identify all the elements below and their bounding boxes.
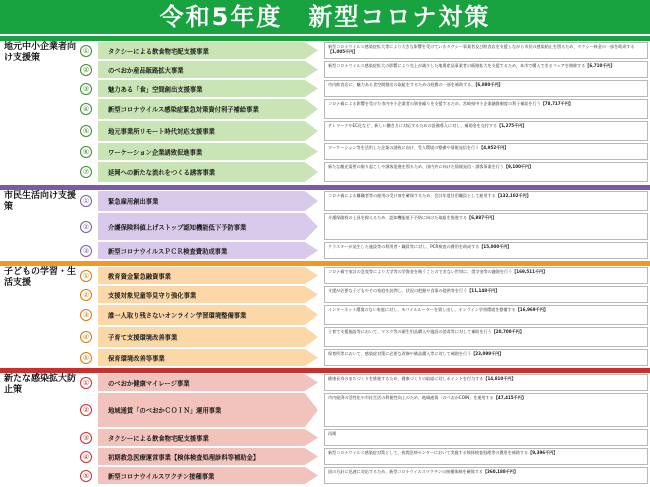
desc-text: コロナ禍による影響を受けた市内中小企業者の資金繰りを支援するため、宮崎県中小企業融資制度の利子補給を行う (328, 101, 541, 106)
list-item (80, 305, 648, 325)
desc-text: 国の方針に迅速に対応するため、新型コロナウイルスワクチンの接種体制を確保する (328, 469, 483, 474)
item-number: ③ (80, 245, 92, 257)
desc-text: テレワークやEC化など、新しい働き方に対応するための設備導入に対し、補助金を交付する (328, 123, 498, 128)
desc-amount: 【47,415千円】 (493, 395, 526, 400)
item-title: 地域通貨「のべおかＣＯＩＮ」運用事業 (108, 407, 222, 415)
desc-text: 再掲 (328, 431, 337, 436)
list-item (80, 267, 648, 284)
desc-amount: 【1,275千円】 (497, 123, 527, 128)
item-title: 新型コロナウイルス感染症緊急対策資付利子補給事業 (108, 106, 259, 114)
list-item (80, 143, 648, 160)
list-item (80, 393, 648, 427)
item-title: 教育資金緊急融資事業 (108, 273, 171, 280)
item-description (324, 467, 648, 484)
page-title: 令和5年度 新型コロナ対策 (0, 0, 650, 34)
list-item (80, 162, 648, 182)
desc-text: 介護保険料の上昇を抑えるため、認知機能低下予防に向けた取組を推進する (328, 215, 468, 220)
desc-text: 新型コロナウイルス感染症拡大等により大きな影響を受けているタクシー事業者及び飲食店を支援しながら市民の感染防止を図るため、タクシー料金の一部を助成する (328, 44, 635, 49)
item-number: ① (80, 195, 92, 207)
group-label: 新たな感染拡大防止策 (4, 374, 77, 395)
item-title: 誰一人取り残さないオンライン学習環境整備事業 (108, 312, 247, 320)
desc-amount: 【15,000千円】 (479, 244, 512, 249)
item-description (324, 305, 648, 325)
list-item (80, 42, 648, 59)
item-number: ② (80, 289, 92, 301)
list-item (80, 448, 648, 465)
desc-amount: 【4,952千円】 (479, 145, 509, 150)
item-title: のべおか産品販路拡大事業 (108, 67, 184, 74)
item-title: 新型コロナウイルスワクチン接種事業 (108, 473, 215, 480)
group-header-bar (0, 261, 650, 266)
item-title: 初期救急医療運営事業【検体検査処理診料等補助金】 (108, 454, 260, 461)
item-description (324, 42, 648, 59)
desc-text: コロナ禍による離職者等の雇用の受け皿を確保するため、会計年度任用職員として雇用する (328, 193, 496, 198)
item-description (324, 429, 648, 446)
desc-amount: 【6,710千円】 (585, 63, 615, 68)
desc-text: 新型コロナウイルス感染症拡大の影響により売上が減少した地場産品事業者の販路拡大を支援するため、本市で購入できるフェアを開催する (328, 63, 586, 68)
desc-amount: 【20,700千円】 (491, 329, 524, 334)
desc-amount: 【78,717千円】 (540, 101, 573, 106)
item-title: タクシーによる飲食物宅配支援事業 (108, 48, 209, 55)
desc-amount: 【9,396千円】 (528, 450, 558, 455)
item-number: ③ (80, 432, 92, 444)
item-description (324, 80, 648, 97)
desc-text: ワーケーション等を活用した企業の誘致に向け、受入環境の整備や情報発信を行う (328, 145, 480, 150)
item-description (324, 327, 648, 347)
group-header-bar (0, 185, 650, 190)
item-number: ① (80, 270, 92, 282)
desc-amount: 【9,100千円】 (503, 164, 534, 169)
desc-text: 市内飲食店に、魅力ある食空間創出の取組をするための経費の一部を補助する。 (328, 82, 476, 87)
list-item (80, 327, 648, 347)
item-title: のべおか健康マイレージ事業 (108, 380, 190, 387)
item-number: ① (80, 45, 92, 57)
desc-amount: 【6,887千円】 (467, 215, 497, 220)
group-label: 地元中小企業者向け支援策 (4, 42, 77, 63)
item-title: 子育て支援環境改善事業 (108, 334, 178, 342)
item-description (324, 242, 648, 259)
item-title: 地元事業所リモート時代対応支援事業 (108, 128, 215, 136)
desc-amount: 【23,099千円】 (471, 351, 504, 356)
item-title: ワーケーション企業誘致促進事業 (108, 149, 203, 156)
desc-amount: 【1,005千円】 (328, 49, 358, 55)
group-header-bar (0, 36, 650, 41)
list-item (80, 374, 648, 391)
item-number: ⑤ (80, 470, 92, 482)
list-item (80, 286, 648, 303)
list-item (80, 80, 648, 97)
item-description (324, 448, 648, 465)
list-item (80, 429, 648, 446)
desc-text: インターネット環境のない家庭に対し、モバイルルーターを貸し出し、オンライン学習環境を整備する (328, 307, 516, 312)
item-title: 魅力ある「食」空間創出支援事業 (108, 86, 203, 93)
desc-text: 新型コロナウイルス感染症対策として、夜間急病センターにおいて実施する検体検査処理等の費用を補助する (328, 450, 529, 455)
item-number: ① (80, 377, 92, 389)
item-description (324, 374, 648, 391)
desc-amount: 【11,148千円】 (467, 288, 500, 293)
item-description (324, 162, 648, 182)
item-number: ③ (80, 83, 92, 95)
desc-text: 支援が必要な子どもやその家庭を訪問し、状況の把握や食事の提供等を行う (328, 288, 468, 293)
item-description (324, 143, 648, 160)
item-title: 介護保険料値上げストップ認知機能低下予防事業 (108, 224, 247, 231)
item-number: ④ (80, 451, 92, 463)
item-number: ② (80, 64, 92, 76)
desc-amount: 【6,880千円】 (475, 82, 503, 87)
item-description (324, 99, 648, 119)
item-title: 保育環境改善等事業 (108, 355, 165, 362)
group-label: 市民生活向け支援策 (4, 191, 77, 212)
desc-text: 子育て支援施設等において、マスク等の衛生用品購入や施設の消毒等に対して補助を行う (328, 329, 492, 334)
desc-amount: 【16,969千円】 (515, 307, 548, 312)
desc-amount: 【169,511千円】 (512, 269, 548, 274)
desc-text: クラスターが発生した施設等の利用者・職員等に対し、PCR検査の費用を助成する (328, 244, 480, 249)
item-title: タクシーによる飲食物宅配支援事業 (108, 435, 209, 442)
item-description (324, 61, 648, 78)
item-description (324, 267, 648, 284)
item-number: ② (80, 221, 92, 233)
item-number: ⑥ (80, 146, 92, 158)
list-item (80, 467, 648, 484)
item-title: 緊急雇用創出事業 (108, 198, 159, 206)
group-header-bar (0, 368, 650, 373)
item-description (324, 121, 648, 141)
desc-text: 新たな観光需要の掘り起こしや誘客促進を図るため、国内外に向けた情報発信・誘客事業を行う (328, 164, 504, 169)
item-number: ⑤ (80, 352, 92, 364)
desc-amount: 【14,810千円】 (483, 376, 516, 381)
item-description (324, 349, 648, 366)
item-description (324, 393, 648, 427)
item-number: ⑤ (80, 125, 92, 137)
item-number: ④ (80, 103, 92, 115)
desc-text: 健康長寿のまちづくりを推進するため、健康づくりの取組に対しポイントを付与する (328, 376, 484, 381)
item-title: 支援対象児童等見守り強化事業 (108, 292, 197, 299)
item-number: ④ (80, 331, 92, 343)
item-description (324, 286, 648, 303)
group-label: 子どもの学習・生活支援 (4, 267, 77, 288)
item-title: 新型コロナウイルスＰＣＲ検査費助成事業 (108, 248, 228, 255)
desc-amount: 【132,102千円】 (495, 193, 531, 198)
item-number: ② (80, 404, 92, 416)
list-item (80, 61, 648, 78)
item-number: ⑦ (80, 166, 92, 178)
item-number: ③ (80, 309, 92, 321)
list-item (80, 213, 648, 240)
list-item (80, 99, 648, 119)
desc-text: 市内経済の活性化や市民生活の利便性向上のため、地域通貨「のべおかCOIN」を運用する (328, 395, 494, 400)
item-description (324, 213, 648, 240)
item-description (324, 191, 648, 211)
list-item (80, 242, 648, 259)
item-title: 延岡への新たな流れをつくる誘客事業 (108, 169, 216, 177)
desc-amount: 【360,188千円】 (482, 469, 518, 474)
list-item (80, 349, 648, 366)
desc-text: 保育所等において、感染症対策に必要な改修や備品購入等に対して補助を行う (328, 351, 472, 356)
list-item (80, 191, 648, 211)
list-item (80, 121, 648, 141)
desc-text: コロナ禍で家計の急変等により大学等の学資金を賄うことのできない世帯に、奨学金等の融資を行う (328, 269, 513, 274)
